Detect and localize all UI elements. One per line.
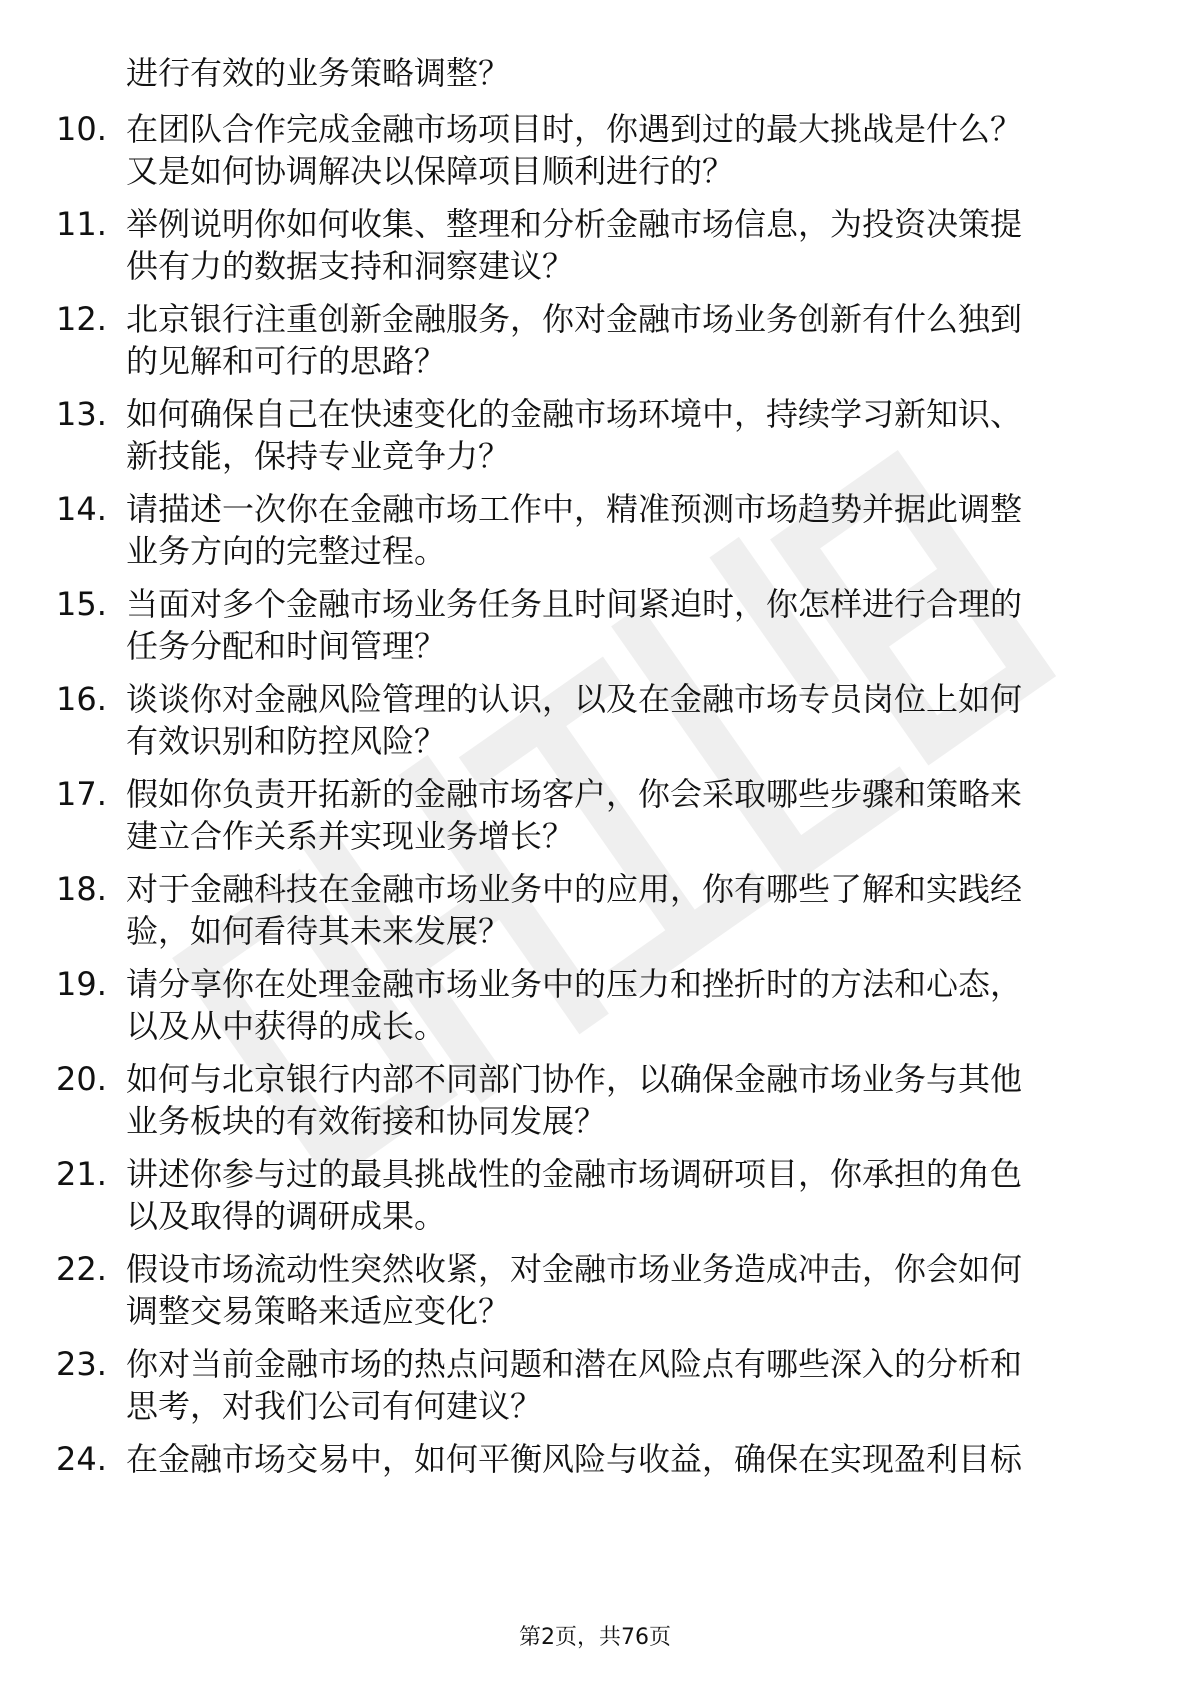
question-line: 业务板块的有效衔接和协同发展？ — [126, 1102, 607, 1140]
question-number: 20. — [56, 1060, 107, 1098]
question-line: 北京银行注重创新金融服务，你对金融市场业务创新有什么独到 — [126, 300, 1023, 338]
question-number: 16. — [56, 680, 107, 718]
question-line: 请描述一次你在金融市场工作中，精准预测市场趋势并据此调整 — [126, 490, 1023, 528]
question-line: 在团队合作完成金融市场项目时，你遇到过的最大挑战是什么？ — [126, 110, 1023, 148]
question-line: 你对当前金融市场的热点问题和潜在风险点有哪些深入的分析和 — [126, 1345, 1023, 1383]
question-number: 19. — [56, 965, 107, 1003]
question-number: 17. — [56, 775, 107, 813]
question-number: 15. — [56, 585, 107, 623]
question-line: 如何确保自己在快速变化的金融市场环境中，持续学习新知识、 — [126, 395, 1023, 433]
question-line: 又是如何协调解决以保障项目顺利进行的？ — [126, 152, 735, 190]
question-line: 在金融市场交易中，如何平衡风险与收益，确保在实现盈利目标 — [126, 1440, 1023, 1478]
question-number: 14. — [56, 490, 107, 528]
question-line: 以及从中获得的成长。 — [126, 1007, 447, 1045]
continuation-text: 进行有效的业务策略调整？ — [126, 54, 511, 92]
question-number: 23. — [56, 1345, 107, 1383]
question-number: 22. — [56, 1250, 107, 1288]
question-line: 谈谈你对金融风险管理的认识，以及在金融市场专员岗位上如何 — [126, 680, 1023, 718]
question-line: 有效识别和防控风险？ — [126, 722, 447, 760]
question-line: 假设市场流动性突然收紧，对金融市场业务造成冲击，你会如何 — [126, 1250, 1023, 1288]
question-number: 11. — [56, 205, 107, 243]
question-line: 对于金融科技在金融市场业务中的应用，你有哪些了解和实践经 — [126, 870, 1023, 908]
question-line: 举例说明你如何收集、整理和分析金融市场信息，为投资决策提 — [126, 205, 1023, 243]
question-line: 新技能，保持专业竞争力？ — [126, 437, 511, 475]
question-line: 调整交易策略来适应变化？ — [126, 1292, 511, 1330]
question-number: 21. — [56, 1155, 107, 1193]
question-line: 请分享你在处理金融市场业务中的压力和挫折时的方法和心态， — [126, 965, 1023, 1003]
question-number: 13. — [56, 395, 107, 433]
question-line: 讲述你参与过的最具挑战性的金融市场调研项目，你承担的角色 — [126, 1155, 1023, 1193]
question-line: 验，如何看待其未来发展？ — [126, 912, 511, 950]
question-line: 假如你负责开拓新的金融市场客户，你会采取哪些步骤和策略来 — [126, 775, 1023, 813]
question-line: 供有力的数据支持和洞察建议？ — [126, 247, 575, 285]
question-line: 任务分配和时间管理？ — [126, 627, 447, 665]
question-number: 12. — [56, 300, 107, 338]
question-line: 的见解和可行的思路？ — [126, 342, 447, 380]
question-line: 如何与北京银行内部不同部门协作，以确保金融市场业务与其他 — [126, 1060, 1023, 1098]
question-number: 18. — [56, 870, 107, 908]
question-line: 建立合作关系并实现业务增长？ — [126, 817, 575, 855]
question-number: 10. — [56, 110, 107, 148]
question-number: 24. — [56, 1440, 107, 1478]
question-line: 思考，对我们公司有何建议？ — [126, 1387, 543, 1425]
question-line: 业务方向的完整过程。 — [126, 532, 447, 570]
question-line: 当面对多个金融市场业务任务且时间紧迫时，你怎样进行合理的 — [126, 585, 1023, 623]
page-footer: 第2页，共76页 — [519, 1625, 671, 1650]
question-line: 以及取得的调研成果。 — [126, 1197, 447, 1235]
